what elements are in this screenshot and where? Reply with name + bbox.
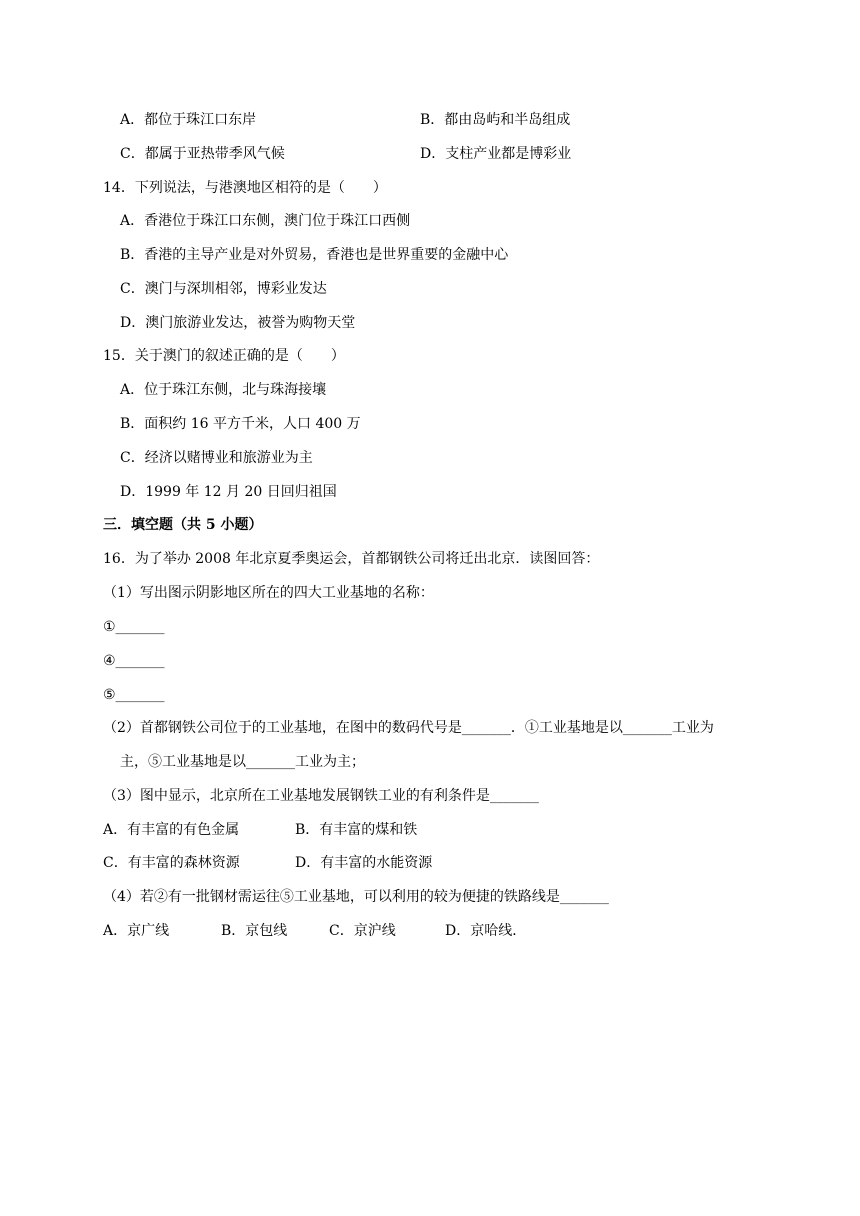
q13-option-b: B．都由岛屿和半岛组成 [420, 112, 571, 128]
q13-option-a: A．都位于珠江口东岸 [120, 112, 257, 128]
q16-part3-options-row1 [103, 820, 417, 840]
q14-option-a: A．香港位于珠江口东侧，澳门位于珠江口西侧 [120, 213, 411, 229]
q16-part3-option-c: C．有丰富的森林资源 [103, 855, 240, 871]
q13-option-c: C．都属于亚热带季风气候 [120, 146, 285, 162]
q15-option-d: D．1999 年 12 月 20 日回归祖国 [120, 484, 337, 500]
q14-option-d: D．澳门旅游业发达，被誉为购物天堂 [120, 315, 356, 331]
q15-option-b: B．面积约 16 平方千米，人口 400 万 [120, 416, 361, 432]
q16-part3-option-b: B．有丰富的煤和铁 [295, 822, 418, 838]
q16-blank-5: ⑤_______ [103, 687, 165, 703]
q16-part4-option-b: B．京包线 [221, 923, 288, 939]
q16-part4-option-d: D．京哈线． [445, 923, 527, 939]
q16-part3-options-row2 [103, 853, 432, 873]
q16-part3: （3）图中显示，北京所在工业基地发展钢铁工业的有利条件是_______ [103, 788, 539, 804]
q14-option-c: C．澳门与深圳相邻，博彩业发达 [120, 281, 327, 297]
q16-part3-option-a: A．有丰富的有色金属 [103, 822, 240, 838]
q16-blank-1: ①_______ [103, 619, 165, 635]
q16-part2-line1: （2）首都钢铁公司位于的工业基地，在图中的数码代号是_______．①工业基地是以_______工业为 [103, 720, 714, 736]
q15-stem: 15．关于澳门的叙述正确的是（ ） [103, 348, 345, 364]
q16-part3-option-d: D．有丰富的水能资源 [295, 855, 433, 871]
q15-option-a: A．位于珠江东侧，北与珠海接壤 [120, 382, 327, 398]
q16-part4-option-a: A．京广线 [103, 923, 170, 939]
q16-blank-4: ④_______ [103, 653, 165, 669]
q13-option-d: D．支柱产业都是博彩业 [420, 146, 572, 162]
q16-part4: （4）若②有一批钢材需运往⑤工业基地，可以利用的较为便捷的铁路线是_______ [103, 889, 609, 905]
q16-part4-option-c: C．京沪线 [329, 923, 396, 939]
q14-option-b: B．香港的主导产业是对外贸易，香港也是世界重要的金融中心 [120, 247, 509, 263]
q16-part4-options [103, 921, 526, 941]
q15-option-c: C．经济以赌博业和旅游业为主 [120, 450, 313, 466]
q16-part1: （1）写出图示阴影地区所在的四大工业基地的名称： [103, 585, 434, 601]
section-heading: 三．填空题（共 5 小题） [103, 517, 263, 533]
q16-part2-line2: 主，⑤工业基地是以_______工业为主； [120, 754, 365, 770]
q16-stem: 16．为了举办 2008 年北京夏季奥运会，首都钢铁公司将迁出北京．读图回答： [103, 551, 600, 567]
q14-stem: 14．下列说法，与港澳地区相符的是（ ） [103, 180, 387, 196]
